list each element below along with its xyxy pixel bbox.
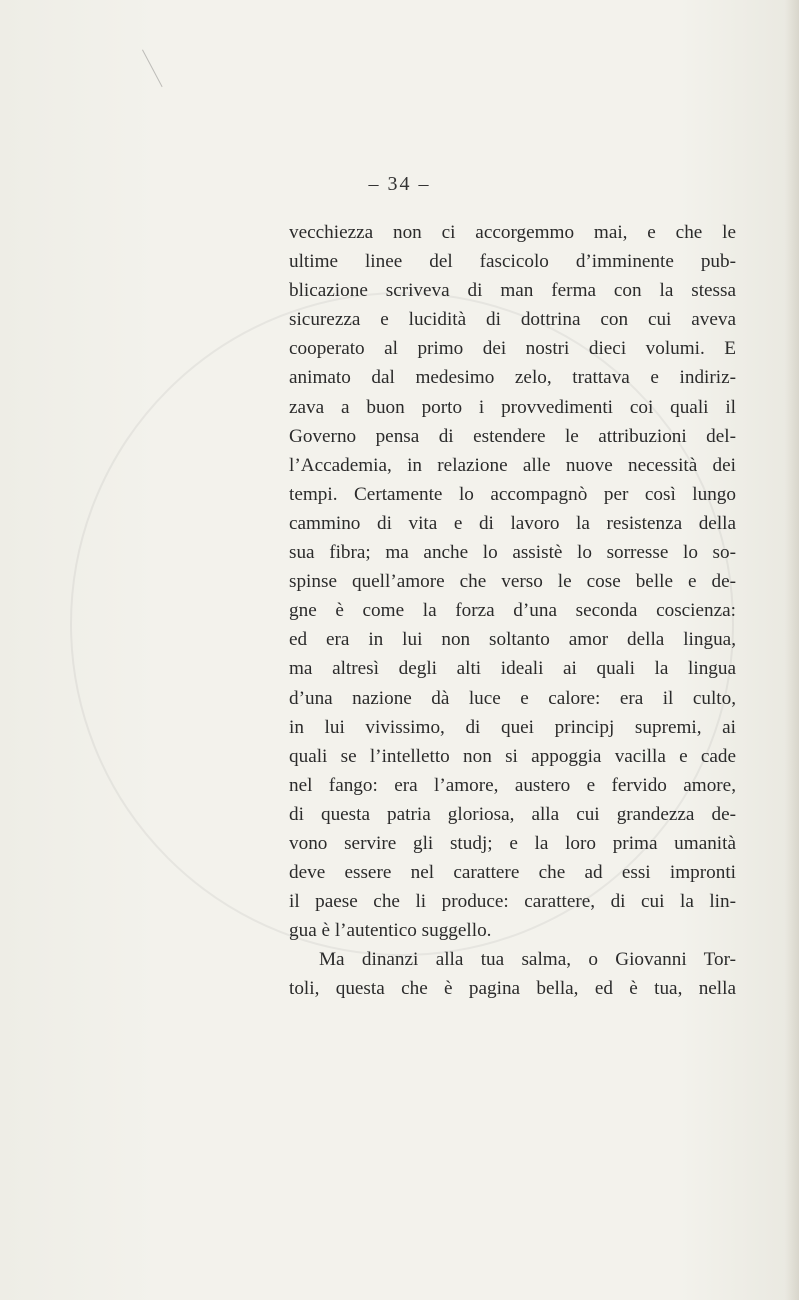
text-line: sicurezza e lucidità di dottrina con cui aveva	[289, 309, 736, 331]
text-line: d’una nazione dà luce e calore: era il culto,	[289, 687, 736, 709]
text-line: in lui vivissimo, di quei principj supremi, ai	[289, 716, 736, 738]
text-line: di questa patria gloriosa, alla cui grandezza de-	[289, 803, 736, 825]
page-number: – 34 –	[368, 173, 431, 195]
text-line: cooperato al primo dei nostri dieci volumi. E	[289, 338, 736, 360]
text-line: vecchiezza non ci accorgemmo mai, e che le	[289, 222, 736, 243]
body-text	[289, 218, 736, 1004]
text-line: ultime linee del fascicolo d’imminente pub-	[289, 251, 736, 273]
text-line: sua fibra; ma anche lo assistè lo sorresse lo so-	[289, 542, 736, 564]
text-line: deve essere nel carattere che ad essi impronti	[289, 862, 736, 884]
text-line: ed era in lui non soltanto amor della lingua,	[289, 629, 736, 651]
text-line: zava a buon porto i provvedimenti coi quali il	[289, 396, 736, 418]
paragraph-end-line: gua è l’autentico suggello.	[289, 920, 492, 942]
text-line: l’Accademia, in relazione alle nuove necessità dei	[289, 454, 736, 476]
text-line: nel fango: era l’amore, austero e fervido amore,	[289, 774, 736, 796]
text-line: quali se l’intelletto non si appoggia vacilla e cade	[289, 745, 736, 767]
paragraph-start-line: Ma dinanzi alla tua salma, o Giovanni Tor-	[319, 949, 736, 971]
text-line: gne è come la forza d’una seconda coscienza:	[289, 600, 736, 622]
text-line: ma altresì degli alti ideali ai quali la lingua	[289, 658, 736, 680]
text-line: spinse quell’amore che verso le cose belle e de-	[289, 571, 736, 593]
text-line: Governo pensa di estendere le attribuzioni del-	[289, 425, 736, 447]
text-line: vono servire gli studj; e la loro prima umanità	[289, 832, 736, 854]
paper-mark	[142, 50, 163, 88]
text-line: blicazione scriveva di man ferma con la stessa	[289, 280, 736, 302]
text-line: tempi. Certamente lo accompagnò per così lungo	[289, 483, 736, 505]
text-line: cammino di vita e di lavoro la resistenza della	[289, 512, 736, 534]
text-line: animato dal medesimo zelo, trattava e indiriz-	[289, 367, 736, 389]
text-line: toli, questa che è pagina bella, ed è tua, nella	[289, 978, 736, 1000]
text-line: il paese che li produce: carattere, di cui la lin-	[289, 891, 736, 913]
